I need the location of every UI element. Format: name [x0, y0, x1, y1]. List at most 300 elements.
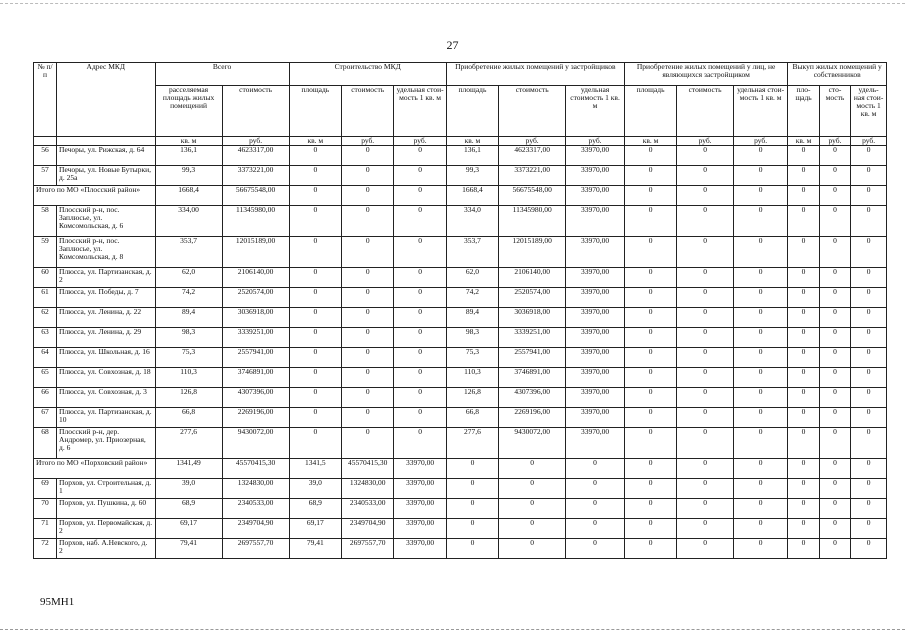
row-value: 0 [499, 539, 566, 559]
row-value: 0 [677, 428, 734, 459]
row-value: 0 [851, 479, 887, 499]
unit-cell: руб. [733, 137, 787, 146]
row-value: 0 [819, 348, 850, 368]
row-value: 45570415,30 [342, 459, 394, 479]
row-value: 0 [788, 428, 819, 459]
row-value: 2340533,00 [342, 499, 394, 519]
row-value: 0 [733, 166, 787, 186]
row-value: 3746891,00 [222, 368, 289, 388]
row-value: 0 [851, 388, 887, 408]
row-value: 0 [851, 328, 887, 348]
row-value: 0 [788, 166, 819, 186]
sub-buyout-area: пло-щадь [788, 86, 819, 137]
table-row [34, 308, 887, 328]
row-value: 0 [446, 459, 498, 479]
row-value: 0 [819, 519, 850, 539]
row-value: 0 [733, 539, 787, 559]
row-value: 4307396,00 [499, 388, 566, 408]
sub-dev-cost: стоимость [499, 86, 566, 137]
row-value: 68,9 [289, 499, 341, 519]
row-value: 0 [394, 388, 446, 408]
row-number: 66 [34, 388, 57, 408]
unit-cell: кв. м [289, 137, 341, 146]
sub-other-area: площадь [624, 86, 676, 137]
row-address: Плюсса, ул. Партизанская, д. 2 [57, 268, 155, 288]
row-value: 3036918,00 [222, 308, 289, 328]
row-value: 0 [566, 479, 625, 499]
row-value: 0 [851, 348, 887, 368]
row-value: 33970,00 [394, 539, 446, 559]
row-value: 69,17 [289, 519, 341, 539]
row-value: 11345980,00 [499, 206, 566, 237]
row-value: 0 [677, 408, 734, 428]
row-value: 0 [733, 146, 787, 166]
row-value: 277,6 [155, 428, 222, 459]
row-value: 0 [394, 166, 446, 186]
row-value: 68,9 [155, 499, 222, 519]
header-total: Всего [155, 63, 289, 86]
row-value: 33970,00 [566, 408, 625, 428]
row-value: 2697557,70 [222, 539, 289, 559]
row-value: 2520574,00 [222, 288, 289, 308]
row-value: 2557941,00 [499, 348, 566, 368]
row-value: 0 [289, 428, 341, 459]
row-value: 0 [788, 146, 819, 166]
row-value: 0 [566, 459, 625, 479]
row-value: 0 [819, 428, 850, 459]
row-value: 0 [289, 328, 341, 348]
row-value: 0 [819, 146, 850, 166]
row-value: 33970,00 [566, 166, 625, 186]
row-value: 0 [677, 308, 734, 328]
row-value: 1324830,00 [342, 479, 394, 499]
row-value: 33970,00 [394, 459, 446, 479]
row-value: 0 [624, 388, 676, 408]
row-value: 0 [819, 268, 850, 288]
row-value: 0 [677, 206, 734, 237]
row-value: 334,00 [155, 206, 222, 237]
row-value: 0 [624, 237, 676, 268]
header-address: Адрес МКД [57, 63, 155, 137]
page-number: 27 [446, 38, 459, 52]
row-value: 62,0 [155, 268, 222, 288]
row-number: 65 [34, 368, 57, 388]
row-value: 0 [342, 237, 394, 268]
row-value: 2106140,00 [499, 268, 566, 288]
row-value: 39,0 [289, 479, 341, 499]
row-value: 0 [851, 499, 887, 519]
row-value: 33970,00 [566, 388, 625, 408]
row-value: 0 [677, 166, 734, 186]
row-value: 0 [677, 479, 734, 499]
table-row [34, 368, 887, 388]
row-value: 0 [624, 428, 676, 459]
row-value: 0 [342, 428, 394, 459]
unit-cell: кв. м [155, 137, 222, 146]
row-value: 75,3 [155, 348, 222, 368]
row-number: 71 [34, 519, 57, 539]
row-value: 0 [788, 519, 819, 539]
row-value: 0 [788, 237, 819, 268]
total-row [34, 459, 887, 479]
row-value: 0 [394, 206, 446, 237]
row-value: 0 [733, 237, 787, 268]
table-row [34, 408, 887, 428]
unit-cell: кв. м [788, 137, 819, 146]
row-number: 69 [34, 479, 57, 499]
row-value: 0 [342, 348, 394, 368]
row-address: Порхов, ул. Пушкина, д. 60 [57, 499, 155, 519]
sub-total-area: расселяемая площадь жилых помещений [155, 86, 222, 137]
row-value: 0 [394, 368, 446, 388]
row-value: 0 [624, 459, 676, 479]
row-number: 59 [34, 237, 57, 268]
unit-cell: руб. [566, 137, 625, 146]
row-value: 89,4 [155, 308, 222, 328]
unit-cell: кв. м [446, 137, 498, 146]
row-value: 0 [394, 308, 446, 328]
row-value: 0 [394, 408, 446, 428]
row-value: 353,7 [446, 237, 498, 268]
row-value: 4623317,00 [222, 146, 289, 166]
row-value: 0 [851, 146, 887, 166]
row-value: 0 [624, 186, 676, 206]
row-value: 11345980,00 [222, 206, 289, 237]
row-value: 0 [289, 388, 341, 408]
row-address: Плосский р-н, пос. Заплюсье, ул. Комсомольская, д. 8 [57, 237, 155, 268]
row-value: 0 [733, 368, 787, 388]
row-value: 33970,00 [566, 348, 625, 368]
row-value: 334,0 [446, 206, 498, 237]
row-value: 74,2 [446, 288, 498, 308]
row-value: 45570415,30 [222, 459, 289, 479]
row-value: 0 [733, 428, 787, 459]
total-label: Итого по МО «Порховский район» [34, 459, 156, 479]
total-row [34, 186, 887, 206]
row-value: 0 [819, 408, 850, 428]
row-value: 3339251,00 [222, 328, 289, 348]
row-value: 0 [677, 519, 734, 539]
row-value: 0 [788, 388, 819, 408]
row-value: 3339251,00 [499, 328, 566, 348]
row-value: 0 [624, 328, 676, 348]
row-address: Печоры, ул. Новые Бутырки, д. 25а [57, 166, 155, 186]
row-value: 0 [733, 499, 787, 519]
row-value: 79,41 [155, 539, 222, 559]
unit-cell: руб. [394, 137, 446, 146]
row-value: 0 [788, 499, 819, 519]
row-number: 60 [34, 268, 57, 288]
row-value: 0 [733, 479, 787, 499]
row-value: 0 [342, 186, 394, 206]
row-value: 0 [677, 268, 734, 288]
row-value: 0 [624, 368, 676, 388]
row-value: 0 [446, 519, 498, 539]
row-value: 9430072,00 [499, 428, 566, 459]
unit-cell: руб. [499, 137, 566, 146]
sub-other-unit: удельная стои-мость 1 кв. м [733, 86, 787, 137]
row-value: 0 [624, 408, 676, 428]
row-value: 0 [819, 499, 850, 519]
table-row [34, 146, 887, 166]
header-construction: Строительство МКД [289, 63, 446, 86]
row-value: 56675548,00 [222, 186, 289, 206]
row-value: 0 [788, 539, 819, 559]
row-address: Плюсса, ул. Партизанская, д. 10 [57, 408, 155, 428]
row-value: 33970,00 [566, 308, 625, 328]
row-value: 0 [819, 388, 850, 408]
row-value: 0 [819, 237, 850, 268]
header-purchase-developer: Приобретение жилых помещений у застройщиков [446, 63, 624, 86]
row-value: 0 [851, 539, 887, 559]
row-address: Плосский р-н, пос. Заплюсье, ул. Комсомольская, д. 6 [57, 206, 155, 237]
row-value: 0 [788, 288, 819, 308]
row-value: 0 [733, 519, 787, 539]
row-value: 12015189,00 [222, 237, 289, 268]
row-value: 33970,00 [566, 288, 625, 308]
row-value: 0 [677, 459, 734, 479]
row-value: 0 [788, 348, 819, 368]
unit-cell: руб. [677, 137, 734, 146]
row-value: 0 [733, 288, 787, 308]
row-value: 0 [342, 328, 394, 348]
row-value: 2269196,00 [222, 408, 289, 428]
table-row [34, 237, 887, 268]
sub-buyout-cost: сто-мость [819, 86, 850, 137]
table-row [34, 288, 887, 308]
row-number: 62 [34, 308, 57, 328]
row-value: 0 [851, 206, 887, 237]
row-value: 0 [819, 308, 850, 328]
row-value: 0 [788, 268, 819, 288]
row-address: Плюсса, ул. Ленина, д. 29 [57, 328, 155, 348]
row-number: 64 [34, 348, 57, 368]
table-row [34, 519, 887, 539]
row-value: 66,8 [155, 408, 222, 428]
row-address: Плюсса, ул. Совхозная, д. 3 [57, 388, 155, 408]
row-value: 0 [788, 459, 819, 479]
row-value: 0 [788, 408, 819, 428]
row-value: 0 [394, 146, 446, 166]
row-value: 33970,00 [566, 268, 625, 288]
row-value: 0 [677, 348, 734, 368]
row-value: 2557941,00 [222, 348, 289, 368]
row-value: 0 [788, 186, 819, 206]
row-value: 2349704,90 [342, 519, 394, 539]
row-value: 12015189,00 [499, 237, 566, 268]
unit-cell: руб. [342, 137, 394, 146]
table-row [34, 268, 887, 288]
row-value: 0 [851, 237, 887, 268]
row-value: 0 [624, 206, 676, 237]
row-value: 0 [289, 186, 341, 206]
row-value: 0 [733, 348, 787, 368]
sub-buyout-unit: удель-ная стои-мость 1 кв. м [851, 86, 887, 137]
sub-build-unit: удельная стои-мость 1 кв. м [394, 86, 446, 137]
row-value: 0 [289, 408, 341, 428]
row-value: 0 [819, 479, 850, 499]
header-buyout: Выкуп жилых помещений у собственников [788, 63, 887, 86]
unit-cell: руб. [851, 137, 887, 146]
row-value: 0 [499, 459, 566, 479]
row-value: 0 [733, 388, 787, 408]
row-value: 3746891,00 [499, 368, 566, 388]
row-value: 0 [446, 539, 498, 559]
row-value: 33970,00 [394, 479, 446, 499]
row-value: 0 [342, 368, 394, 388]
row-value: 0 [289, 368, 341, 388]
row-address: Порхов, наб. А.Невского, д. 2 [57, 539, 155, 559]
row-value: 0 [677, 368, 734, 388]
row-value: 0 [394, 288, 446, 308]
unit-cell: руб. [819, 137, 850, 146]
row-value: 0 [446, 479, 498, 499]
row-value: 99,3 [155, 166, 222, 186]
row-value: 0 [624, 268, 676, 288]
sub-build-area: площадь [289, 86, 341, 137]
sub-other-cost: стоимость [677, 86, 734, 137]
row-value: 4307396,00 [222, 388, 289, 408]
row-value: 0 [733, 328, 787, 348]
row-value: 0 [289, 268, 341, 288]
row-value: 0 [499, 519, 566, 539]
row-value: 0 [394, 237, 446, 268]
row-address: Порхов, ул. Строительная, д. 1 [57, 479, 155, 499]
row-value: 0 [624, 519, 676, 539]
row-address: Плюсса, ул. Ленина, д. 22 [57, 308, 155, 328]
row-value: 0 [289, 348, 341, 368]
units-row [34, 137, 887, 146]
row-value: 66,8 [446, 408, 498, 428]
row-value: 0 [342, 288, 394, 308]
unit-cell [57, 137, 155, 146]
row-value: 0 [819, 186, 850, 206]
row-value: 9430072,00 [222, 428, 289, 459]
row-value: 0 [394, 328, 446, 348]
row-value: 353,7 [155, 237, 222, 268]
row-value: 33970,00 [566, 428, 625, 459]
row-value: 99,3 [446, 166, 498, 186]
table-row [34, 348, 887, 368]
row-value: 0 [289, 206, 341, 237]
row-value: 0 [788, 308, 819, 328]
row-value: 0 [819, 539, 850, 559]
row-value: 0 [677, 186, 734, 206]
row-value: 39,0 [155, 479, 222, 499]
row-value: 0 [851, 166, 887, 186]
row-value: 136,1 [155, 146, 222, 166]
row-value: 0 [677, 328, 734, 348]
row-number: 67 [34, 408, 57, 428]
row-number: 58 [34, 206, 57, 237]
row-value: 0 [394, 186, 446, 206]
row-number: 72 [34, 539, 57, 559]
row-value: 0 [289, 288, 341, 308]
row-value: 0 [788, 368, 819, 388]
row-value: 0 [733, 308, 787, 328]
row-value: 33970,00 [566, 328, 625, 348]
row-value: 2520574,00 [499, 288, 566, 308]
table-body [34, 146, 887, 559]
row-address: Плюсса, ул. Победы, д. 7 [57, 288, 155, 308]
header-no: № п/п [34, 63, 57, 137]
row-value: 56675548,00 [499, 186, 566, 206]
row-value: 2106140,00 [222, 268, 289, 288]
row-value: 126,8 [446, 388, 498, 408]
row-value: 0 [733, 186, 787, 206]
row-address: Порхов, ул. Первомайская, д. 2 [57, 519, 155, 539]
scan-bottom-edge [0, 629, 905, 630]
header-row-groups [34, 63, 887, 86]
row-address: Плюсса, ул. Совхозная, д. 18 [57, 368, 155, 388]
row-value: 1668,4 [446, 186, 498, 206]
row-address: Плосский р-н, дер. Андромер, ул. Приозерная, д. 6 [57, 428, 155, 459]
row-value: 0 [342, 166, 394, 186]
row-value: 0 [624, 308, 676, 328]
row-value: 98,3 [446, 328, 498, 348]
row-value: 3373221,00 [499, 166, 566, 186]
row-value: 1324830,00 [222, 479, 289, 499]
row-value: 0 [289, 308, 341, 328]
row-value: 0 [499, 499, 566, 519]
total-label: Итого по МО «Плосский район» [34, 186, 156, 206]
row-value: 0 [788, 479, 819, 499]
row-value: 33970,00 [566, 237, 625, 268]
sub-dev-unit: удельная стоимость 1 кв. м [566, 86, 625, 137]
row-value: 2340533,00 [222, 499, 289, 519]
row-value: 0 [733, 459, 787, 479]
row-value: 110,3 [446, 368, 498, 388]
row-value: 0 [788, 206, 819, 237]
row-value: 0 [819, 459, 850, 479]
row-value: 0 [733, 408, 787, 428]
row-value: 0 [677, 388, 734, 408]
row-number: 68 [34, 428, 57, 459]
row-value: 0 [733, 206, 787, 237]
table-row [34, 166, 887, 186]
row-value: 0 [342, 268, 394, 288]
row-value: 74,2 [155, 288, 222, 308]
row-value: 0 [851, 428, 887, 459]
header-purchase-other: Приобретение жилых помещений у лиц, не являющихся застройщиком [624, 63, 787, 86]
row-value: 33970,00 [394, 519, 446, 539]
row-value: 0 [624, 146, 676, 166]
row-value: 33970,00 [566, 206, 625, 237]
row-value: 0 [677, 237, 734, 268]
row-value: 136,1 [446, 146, 498, 166]
row-address: Печоры, ул. Рижская, д. 64 [57, 146, 155, 166]
row-number: 61 [34, 288, 57, 308]
row-value: 0 [566, 539, 625, 559]
row-value: 0 [851, 186, 887, 206]
table-row [34, 499, 887, 519]
row-value: 4623317,00 [499, 146, 566, 166]
sub-total-cost: стоимость [222, 86, 289, 137]
row-value: 0 [624, 499, 676, 519]
row-value: 89,4 [446, 308, 498, 328]
row-value: 0 [499, 479, 566, 499]
row-value: 110,3 [155, 368, 222, 388]
row-value: 0 [819, 288, 850, 308]
table-row [34, 206, 887, 237]
row-value: 0 [677, 499, 734, 519]
row-value: 1341,5 [289, 459, 341, 479]
row-value: 0 [851, 288, 887, 308]
row-value: 0 [677, 146, 734, 166]
row-value: 0 [624, 479, 676, 499]
row-value: 62,0 [446, 268, 498, 288]
row-value: 0 [342, 388, 394, 408]
